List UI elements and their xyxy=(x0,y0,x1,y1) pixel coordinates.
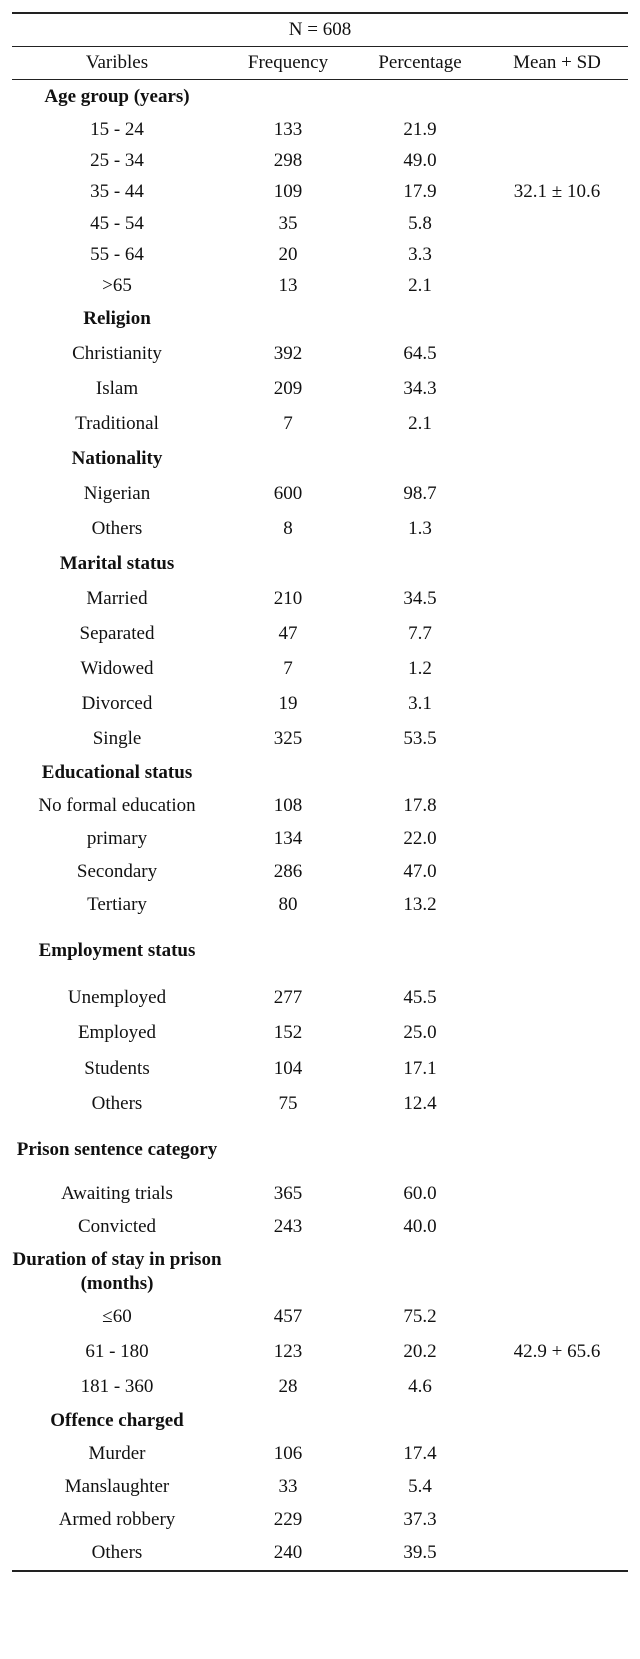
row-frequency: 13 xyxy=(278,275,298,297)
section-row-nationality xyxy=(12,442,628,477)
section-title-religion: Religion xyxy=(83,308,151,330)
row-percentage: 5.8 xyxy=(408,212,432,234)
table-row xyxy=(12,1178,628,1211)
row-frequency: 298 xyxy=(273,149,303,171)
data-table-container xyxy=(12,12,628,1572)
table-row xyxy=(12,790,628,823)
row-label: 15 - 24 xyxy=(90,118,144,140)
row-label: Married xyxy=(86,588,148,610)
table-row xyxy=(12,270,628,301)
row-label: No formal education xyxy=(38,795,196,817)
section-row-marital xyxy=(12,547,628,582)
row-frequency: 109 xyxy=(273,181,303,203)
row-frequency: 80 xyxy=(278,894,298,916)
table-row xyxy=(12,239,628,270)
row-percentage: 37.3 xyxy=(403,1509,437,1531)
row-frequency: 75 xyxy=(278,1093,298,1115)
col-header-mean-sd: Mean + SD xyxy=(513,52,601,73)
section-title-employment: Employment status xyxy=(38,939,196,961)
table-row xyxy=(12,208,628,239)
row-frequency: 7 xyxy=(283,658,293,680)
row-percentage: 7.7 xyxy=(408,623,432,645)
table-row xyxy=(12,512,628,547)
row-frequency: 35 xyxy=(278,212,298,234)
row-frequency: 277 xyxy=(273,986,303,1008)
row-frequency: 108 xyxy=(273,795,303,817)
row-percentage: 53.5 xyxy=(403,728,437,750)
row-percentage: 21.9 xyxy=(403,118,437,140)
table-row xyxy=(12,823,628,856)
row-percentage: 13.2 xyxy=(403,894,437,916)
table-row xyxy=(12,1300,628,1335)
row-percentage: 5.4 xyxy=(408,1476,432,1498)
section-row-employment xyxy=(12,922,628,980)
table-row xyxy=(12,722,628,757)
row-label: Traditional xyxy=(75,413,159,435)
row-label: 55 - 64 xyxy=(90,243,144,265)
row-percentage: 2.1 xyxy=(408,275,432,297)
row-label: Unemployed xyxy=(67,986,167,1008)
table-row xyxy=(12,1537,628,1571)
section-title-offence: Offence charged xyxy=(50,1410,184,1432)
table-row xyxy=(12,1015,628,1051)
table-row xyxy=(12,1370,628,1405)
table-row xyxy=(12,477,628,512)
row-percentage: 64.5 xyxy=(403,343,437,365)
col-header-frequency: Frequency xyxy=(247,52,329,73)
row-label: Employed xyxy=(77,1022,157,1044)
row-label: primary xyxy=(86,828,148,850)
row-label: Armed robbery xyxy=(58,1509,176,1531)
section-title-education: Educational status xyxy=(41,762,193,784)
row-label: Convicted xyxy=(77,1216,157,1238)
row-frequency: 28 xyxy=(278,1376,298,1398)
table-row xyxy=(12,582,628,617)
row-percentage: 3.3 xyxy=(408,243,432,265)
row-frequency: 209 xyxy=(273,378,303,400)
table-row xyxy=(12,889,628,922)
section-title-nationality: Nationality xyxy=(71,448,163,470)
row-frequency: 392 xyxy=(273,343,303,365)
row-frequency: 325 xyxy=(273,728,303,750)
row-percentage: 75.2 xyxy=(403,1306,437,1328)
table-row xyxy=(12,1438,628,1471)
row-label: Christianity xyxy=(72,343,162,365)
row-label: Widowed xyxy=(80,658,154,680)
row-frequency: 243 xyxy=(273,1216,303,1238)
row-frequency: 210 xyxy=(273,588,303,610)
table-row xyxy=(12,337,628,372)
column-header-row xyxy=(12,47,628,80)
row-frequency: 133 xyxy=(273,118,303,140)
row-frequency: 152 xyxy=(273,1022,303,1044)
table-row xyxy=(12,1211,628,1244)
section-row-offence xyxy=(12,1405,628,1438)
row-label: Students xyxy=(84,1057,150,1079)
col-header-variables: Varibles xyxy=(85,52,149,73)
duration-mean-sd: 42.9 + 65.6 xyxy=(513,1341,601,1363)
row-frequency: 229 xyxy=(273,1509,303,1531)
table-row xyxy=(12,617,628,652)
row-label: >65 xyxy=(102,275,132,297)
row-label: Others xyxy=(91,518,143,540)
row-percentage: 22.0 xyxy=(403,828,437,850)
row-frequency: 20 xyxy=(278,243,298,265)
row-percentage: 34.3 xyxy=(403,378,437,400)
row-label: Others xyxy=(91,1542,143,1564)
section-title-duration: Duration of stay in prison (months) xyxy=(12,1248,222,1294)
row-label: Islam xyxy=(95,378,139,400)
table-row xyxy=(12,1051,628,1087)
row-label: 35 - 44 xyxy=(90,181,144,203)
section-title-prison-sentence: Prison sentence category xyxy=(16,1138,218,1160)
row-label: Others xyxy=(91,1093,143,1115)
row-label: Nigerian xyxy=(83,483,151,505)
row-percentage: 40.0 xyxy=(403,1216,437,1238)
row-label: 181 - 360 xyxy=(80,1376,154,1398)
row-frequency: 19 xyxy=(278,693,298,715)
row-frequency: 7 xyxy=(283,413,293,435)
age-mean-sd: 32.1 ± 10.6 xyxy=(513,181,601,203)
table-row xyxy=(12,980,628,1016)
row-label: ≤60 xyxy=(102,1306,132,1328)
table-row xyxy=(12,1086,628,1122)
row-percentage: 17.9 xyxy=(403,181,437,203)
row-percentage: 17.8 xyxy=(403,795,437,817)
row-percentage: 12.4 xyxy=(403,1093,437,1115)
row-percentage: 45.5 xyxy=(403,986,437,1008)
row-frequency: 8 xyxy=(283,518,293,540)
col-header-percentage: Percentage xyxy=(378,52,462,73)
row-label: 45 - 54 xyxy=(90,212,144,234)
table-row xyxy=(12,407,628,442)
table-row xyxy=(12,1335,628,1370)
row-frequency: 106 xyxy=(273,1443,303,1465)
section-row-duration xyxy=(12,1244,628,1300)
row-percentage: 98.7 xyxy=(403,483,437,505)
table-row xyxy=(12,372,628,407)
table-row xyxy=(12,856,628,889)
sample-size-row xyxy=(12,13,628,47)
section-row-prison-sentence xyxy=(12,1122,628,1178)
table-row xyxy=(12,177,628,208)
row-frequency: 33 xyxy=(278,1476,298,1498)
row-label: Secondary xyxy=(76,861,158,883)
table-row xyxy=(12,1471,628,1504)
row-percentage: 20.2 xyxy=(403,1341,437,1363)
row-frequency: 286 xyxy=(273,861,303,883)
section-title-marital: Marital status xyxy=(59,553,175,575)
row-label: Murder xyxy=(88,1443,146,1465)
row-frequency: 457 xyxy=(273,1306,303,1328)
row-label: Single xyxy=(92,728,142,750)
table-row xyxy=(12,652,628,687)
row-label: Separated xyxy=(79,623,155,645)
row-percentage: 60.0 xyxy=(403,1183,437,1205)
table-row xyxy=(12,114,628,145)
row-percentage: 25.0 xyxy=(403,1022,437,1044)
section-row-education xyxy=(12,757,628,790)
row-percentage: 17.4 xyxy=(403,1443,437,1465)
sample-size-caption: N = 608 xyxy=(288,19,352,40)
row-percentage: 2.1 xyxy=(408,413,432,435)
row-percentage: 3.1 xyxy=(408,693,432,715)
row-frequency: 365 xyxy=(273,1183,303,1205)
table-row xyxy=(12,1504,628,1537)
row-percentage: 4.6 xyxy=(408,1376,432,1398)
row-label: Manslaughter xyxy=(64,1476,170,1498)
row-frequency: 240 xyxy=(273,1542,303,1564)
row-label: 61 - 180 xyxy=(85,1341,149,1363)
row-percentage: 39.5 xyxy=(403,1542,437,1564)
row-percentage: 17.1 xyxy=(403,1057,437,1079)
table-row xyxy=(12,687,628,722)
row-percentage: 47.0 xyxy=(403,861,437,883)
section-row-age xyxy=(12,80,628,115)
row-percentage: 49.0 xyxy=(403,149,437,171)
section-row-religion xyxy=(12,302,628,337)
row-label: 25 - 34 xyxy=(90,149,144,171)
row-frequency: 104 xyxy=(273,1057,303,1079)
row-frequency: 134 xyxy=(273,828,303,850)
row-label: Tertiary xyxy=(87,894,147,916)
row-frequency: 123 xyxy=(273,1341,303,1363)
table-row xyxy=(12,145,628,176)
row-frequency: 600 xyxy=(273,483,303,505)
section-title-age: Age group (years) xyxy=(44,86,190,107)
row-frequency: 47 xyxy=(278,623,298,645)
row-label: Awaiting trials xyxy=(61,1183,173,1205)
row-percentage: 1.2 xyxy=(408,658,432,680)
demographics-table xyxy=(12,12,628,1572)
row-label: Divorced xyxy=(81,693,153,715)
row-percentage: 1.3 xyxy=(408,518,432,540)
row-percentage: 34.5 xyxy=(403,588,437,610)
